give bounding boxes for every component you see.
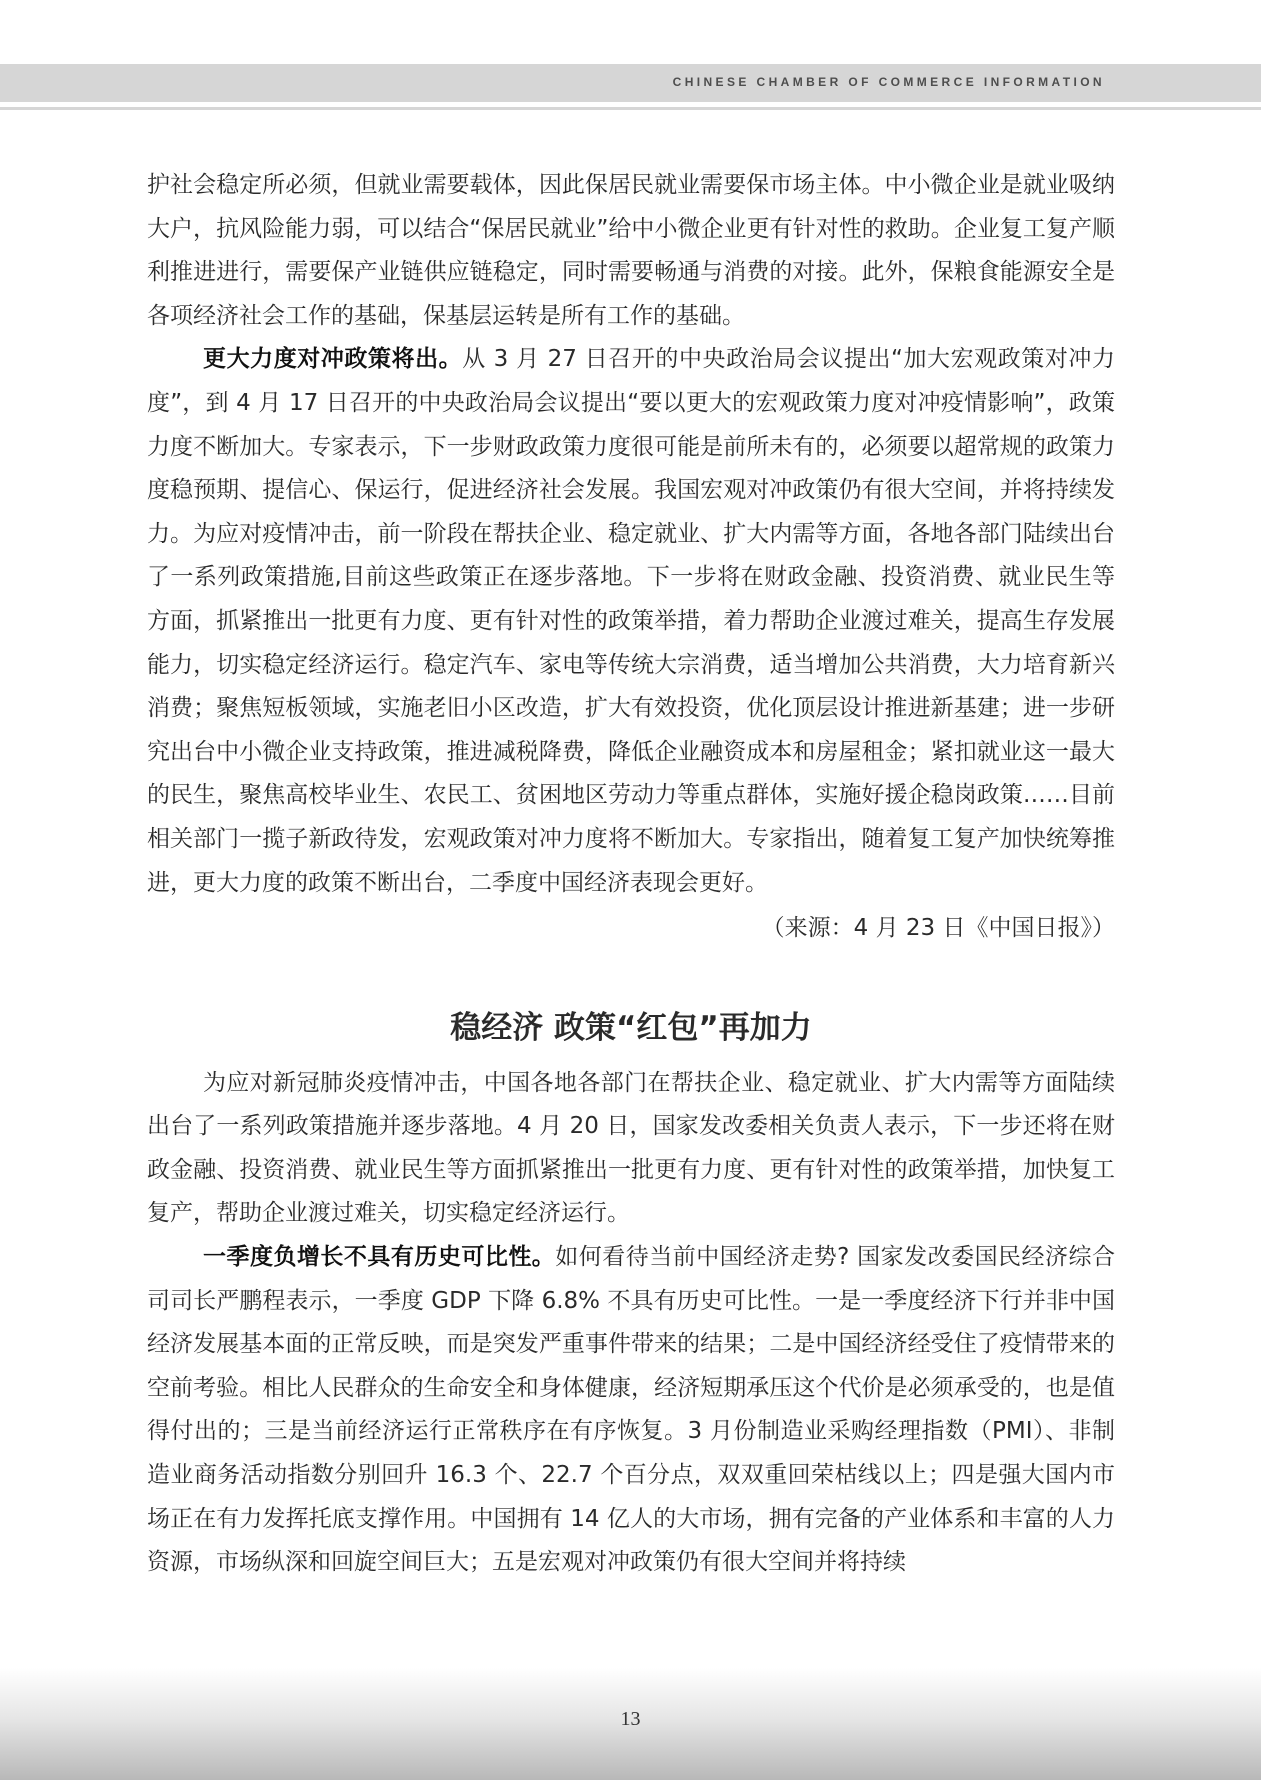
footer-band [0,1668,1261,1780]
policy-paragraph [147,338,1115,905]
paragraph-text: 如何看待当前中国经济走势? 国家发改委国民经济综合司司长严鹏程表示，一季度 GDP 下降 6.8% 不具有历史可比性。一是一季度经济下行并非中国经济发展基本面的正常反映，而是突发严重事件带来的结果；二是中国经济经受住了疫情带来的空前考验。相比人民群众的生命安全和身体健康，经济短期承压这个代价是必须承受的，也是值得付出的；三是当前经济运行正常秩序在有序恢复。3 月份制造业采购经理指数（PMI）、非制造业商务活动指数分别回升 16.3 个、22.7 个百分点，双双重回荣枯线以上；四是强大国内市场正在有力发挥托底支撑作用。中国拥有 14 亿人的大市场，拥有完备的产业体系和丰富的人力资源，市场纵深和回旋空间巨大；五是宏观对冲政策仍有很大空间并将持续 [147,1244,1115,1576]
paragraph-lead-heading: 一季度负增长不具有历史可比性。 [203,1244,556,1271]
running-header-band [0,64,1261,102]
intro-paragraph: 为应对新冠肺炎疫情冲击，中国各地各部门在帮扶企业、稳定就业、扩大内需等方面陆续出台了一系列政策措施并逐步落地。4 月 20 日，国家发改委相关负责人表示，下一步还将在财政金融、投资消费、就业民生等方面抓紧推出一批更有力度、更有针对性的政策举措，加快复工复产，帮助企业渡过难关，切实稳定经济运行。 [147,1069,1115,1227]
continued-paragraph: 护社会稳定所必须，但就业需要载体，因此保居民就业需要保市场主体。中小微企业是就业吸纳大户，抗风险能力弱，可以结合“保居民就业”给中小微企业更有针对性的救助。企业复工复产顺利推进进行，需要保产业链供应链稳定，同时需要畅通与消费的对接。此外，保粮食能源安全是各项经济社会工作的基础，保基层运转是所有工作的基础。 [147,172,1115,329]
header-divider [0,107,1261,110]
analysis-paragraph [147,1236,1115,1585]
paragraph-text: 从 3 月 27 日召开的中央政治局会议提出“加大宏观政策对冲力度”，到 4 月 17 日召开的中央政治局会议提出“要以更大的宏观政策力度对冲疫情影响”，政策力度不断加大。专家表示，下一步财政政策力度很可能是前所未有的，必须要以超常规的政策力度稳预期、提信心、保运行，促进经济社会发展。我国宏观对冲政策仍有很大空间，并将持续发力。为应对疫情冲击，前一阶段在帮扶企业、稳定就业、扩大内需等方面，各地各部门陆续出台了一系列政策措施,目前这些政策正在逐步落地。下一步将在财政金融、投资消费、就业民生等方面，抓紧推出一批更有力度、更有针对性的政策举措，着力帮助企业渡过难关，提高生存发展能力，切实稳定经济运行。稳定汽车、家电等传统大宗消费，适当增加公共消费，大力培育新兴消费；聚焦短板领域，实施老旧小区改造，扩大有效投资，优化顶层设计推进新基建；进一步研究出台中小微企业支持政策，推进减税降费，降低企业融资成本和房屋租金；紧扣就业这一最大的民生，聚焦高校毕业生、农民工、贫困地区劳动力等重点群体，实施好援企稳岗政策……目前相关部门一揽子新政待发，宏观政策对冲力度将不断加大。专家指出，随着复工复产加快统筹推进，更大力度的政策不断出台，二季度中国经济表现会更好。 [147,346,1115,896]
publication-name: CHINESE CHAMBER OF COMMERCE INFORMATION [672,75,1105,89]
article-headline: 稳经济 政策“红包”再加力 [450,1009,812,1046]
page-body [147,164,1115,1585]
page-number: 13 [620,1708,641,1730]
article-source: （来源：4 月 23 日《中国日报》） [761,915,1115,942]
paragraph-lead-heading: 更大力度对冲政策将出。 [203,346,463,373]
